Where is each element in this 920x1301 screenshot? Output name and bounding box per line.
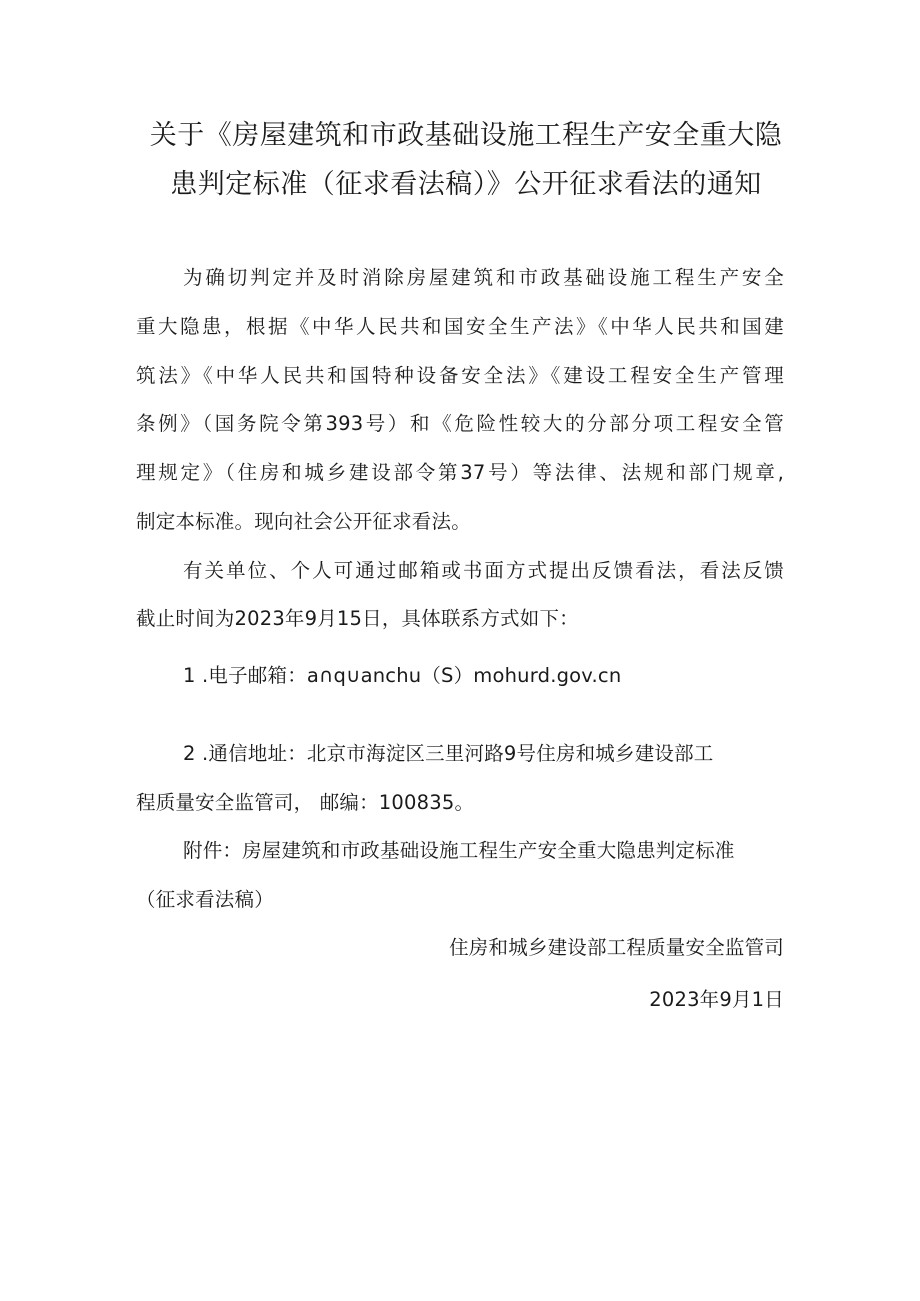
paragraph-1-line-1: 为确切判定并及时消除房屋建筑和市政基础设施工程生产安全 (183, 266, 784, 289)
issue-date: 2023年9月1日 (649, 988, 784, 1011)
paragraph-1-line-3: 筑法》《中华人民共和国特种设备安全法》《建设工程安全生产管理 (136, 364, 784, 387)
paragraph-1-line-4: 条例》（国务院令第393号）和《危险性较大的分部分项工程安全管 (136, 412, 784, 435)
paragraph-1-line-5: 理规定》（住房和城乡建设部令第37号）等法律、法规和部门规章, (136, 461, 784, 484)
contact-address-line-2: 程质量安全监管司， 邮编：100835。 (136, 791, 475, 814)
paragraph-1-line-2: 重大隐患，根据《中华人民共和国安全生产法》《中华人民共和国建 (136, 315, 784, 338)
attachment-line-1: 附件：房屋建筑和市政基础设施工程生产安全重大隐患判定标准 (183, 839, 735, 862)
paragraph-2-line-2: 截止时间为2023年9月15日，具体联系方式如下： (136, 607, 579, 630)
attachment-line-2: （征求看法稿） (136, 888, 274, 911)
paragraph-2-line-1: 有关单位、个人可通过邮箱或书面方式提出反馈看法，看法反馈 (183, 559, 784, 582)
document-title-line-2: 患判定标准（征求看法稿）》公开征求看法的通知 (170, 169, 762, 200)
issuer-signature: 住房和城乡建设部工程质量安全监管司 (449, 936, 784, 959)
contact-address-line-1: 2 .通信地址：北京市海淀区三里河路9号住房和城乡建设部工 (183, 742, 714, 765)
document-title-line-1: 关于《房屋建筑和市政基础设施工程生产安全重大隐 (149, 120, 783, 151)
paragraph-1-line-6: 制定本标准。现向社会公开征求看法。 (136, 510, 471, 533)
contact-email: 1 .电子邮箱：a∩q∪anchu（S）mohurd.gov.cn (183, 664, 622, 687)
